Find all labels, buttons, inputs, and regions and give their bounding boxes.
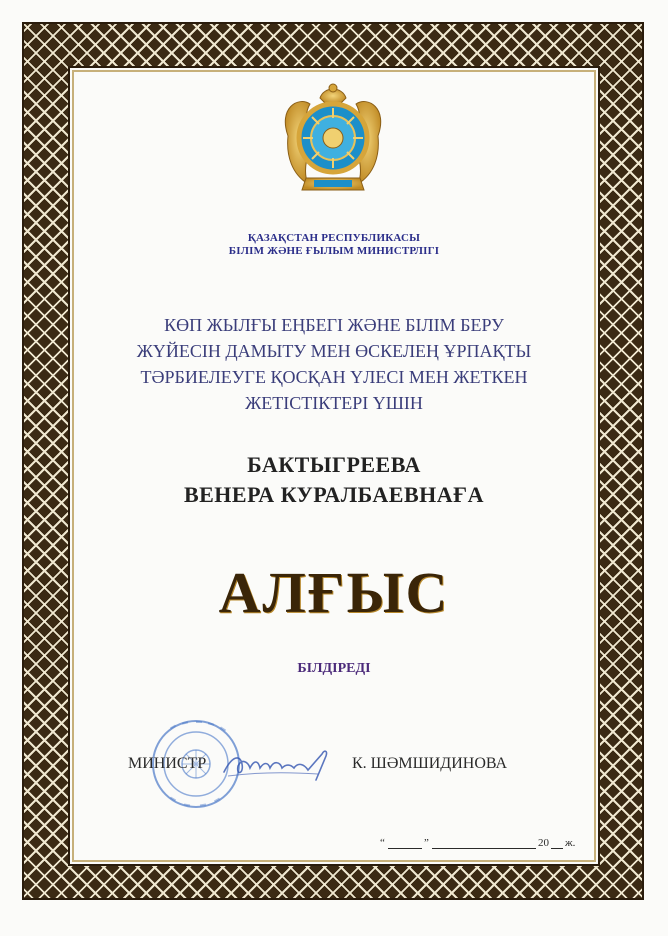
date-suffix: ж.: [565, 837, 576, 849]
date-field: [368, 834, 580, 852]
date-year-prefix: 20: [538, 837, 549, 849]
signature-icon: [218, 742, 338, 786]
minister-name: К. ШӘМШИДИНОВА: [352, 755, 508, 772]
reason-line-4: ЖЕТІСТІКТЕРІ ҮШІН: [245, 393, 423, 413]
ministry-line-1: ҚАЗАҚСТАН РЕСПУБЛИКАСЫ: [247, 232, 421, 244]
state-emblem-icon: [268, 78, 398, 208]
date-close-quote: ”: [424, 837, 429, 849]
recipient-name: [0, 450, 668, 510]
date-open-quote: “: [380, 837, 385, 849]
ministry-line-2: БІЛІМ ЖӘНЕ ҒЫЛЫМ МИНИСТРЛІГІ: [228, 245, 440, 257]
date-day-blank: [388, 848, 422, 849]
expresses-label: БІЛДІРЕДІ: [297, 661, 371, 676]
reason-line-1: КӨП ЖЫЛҒЫ ЕҢБЕГІ ЖӘНЕ БІЛІМ БЕРУ: [164, 315, 504, 335]
recipient-surname: БАКТЫГРЕЕВА: [247, 452, 421, 477]
award-reason: [0, 312, 668, 416]
minister-title: МИНИСТР: [128, 755, 207, 772]
issuing-ministry: [0, 232, 668, 258]
reason-line-2: ЖҮЙЕСІН ДАМЫТУ МЕН ӨСКЕЛЕҢ ҰРПАҚТЫ: [136, 341, 532, 361]
recipient-given-names: ВЕНЕРА КУРАЛБАЕВНАҒА: [183, 482, 485, 507]
date-year-blank: [551, 848, 563, 849]
date-month-blank: [432, 848, 536, 849]
reason-line-3: ТӘРБИЕЛЕУГЕ ҚОСҚАН ҮЛЕСІ МЕН ЖЕТКЕН: [140, 367, 528, 387]
award-title: АЛҒЫС: [218, 560, 450, 625]
